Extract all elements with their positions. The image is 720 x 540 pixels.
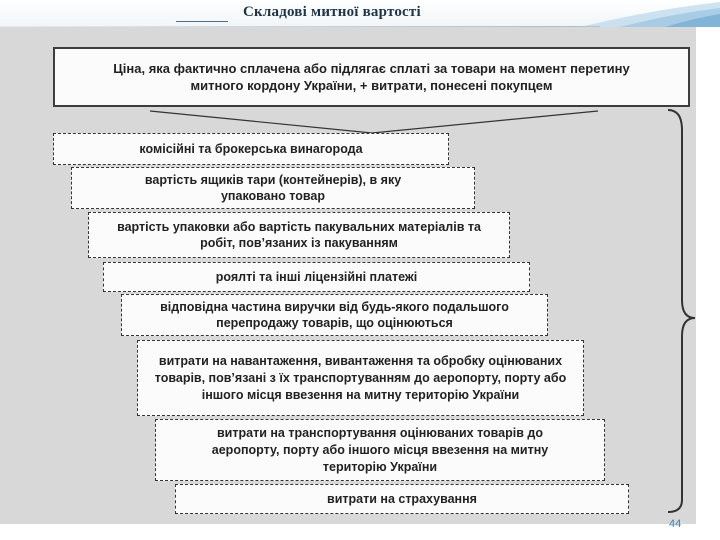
- right-brace: [668, 110, 695, 512]
- converging-arrow: [150, 111, 598, 133]
- component-box-containers: вартість ящиків тари (контейнерів), в яку упаковано товар: [71, 167, 475, 209]
- slide-title: Складові митної вартості: [243, 4, 421, 20]
- main-price-box: Ціна, яка фактично сплачена або підлягає сплаті за товари на момент перетину митного кордону України, + витрати, понесені покупцем: [53, 47, 690, 107]
- page-number: 44: [669, 518, 682, 530]
- component-box-packaging: вартість упаковки або вартість пакувальних матеріалів та робіт, пов’язаних із пакуванням: [88, 212, 510, 258]
- component-box-loading-costs: витрати на навантаження, вивантаження та обробку оцінюваних товарів, пов’язані з їх транспортуванням до аеропорту, порту або іншого місця ввезення на митну територію України: [137, 340, 584, 416]
- component-box-royalties: роялті та інші ліцензійні платежі: [103, 262, 530, 292]
- component-box-commission: комісійні та брокерська винагорода: [53, 133, 449, 165]
- component-box-resale-proceeds: відповідна частина виручки від будь-якого подальшого перепродажу товарів, що оцінюються: [121, 294, 548, 336]
- component-box-transport-costs: витрати на транспортування оцінюваних товарів до аеропорту, порту або іншого місця ввезення на митну територію України: [155, 419, 605, 481]
- component-box-insurance: витрати на страхування: [175, 484, 629, 514]
